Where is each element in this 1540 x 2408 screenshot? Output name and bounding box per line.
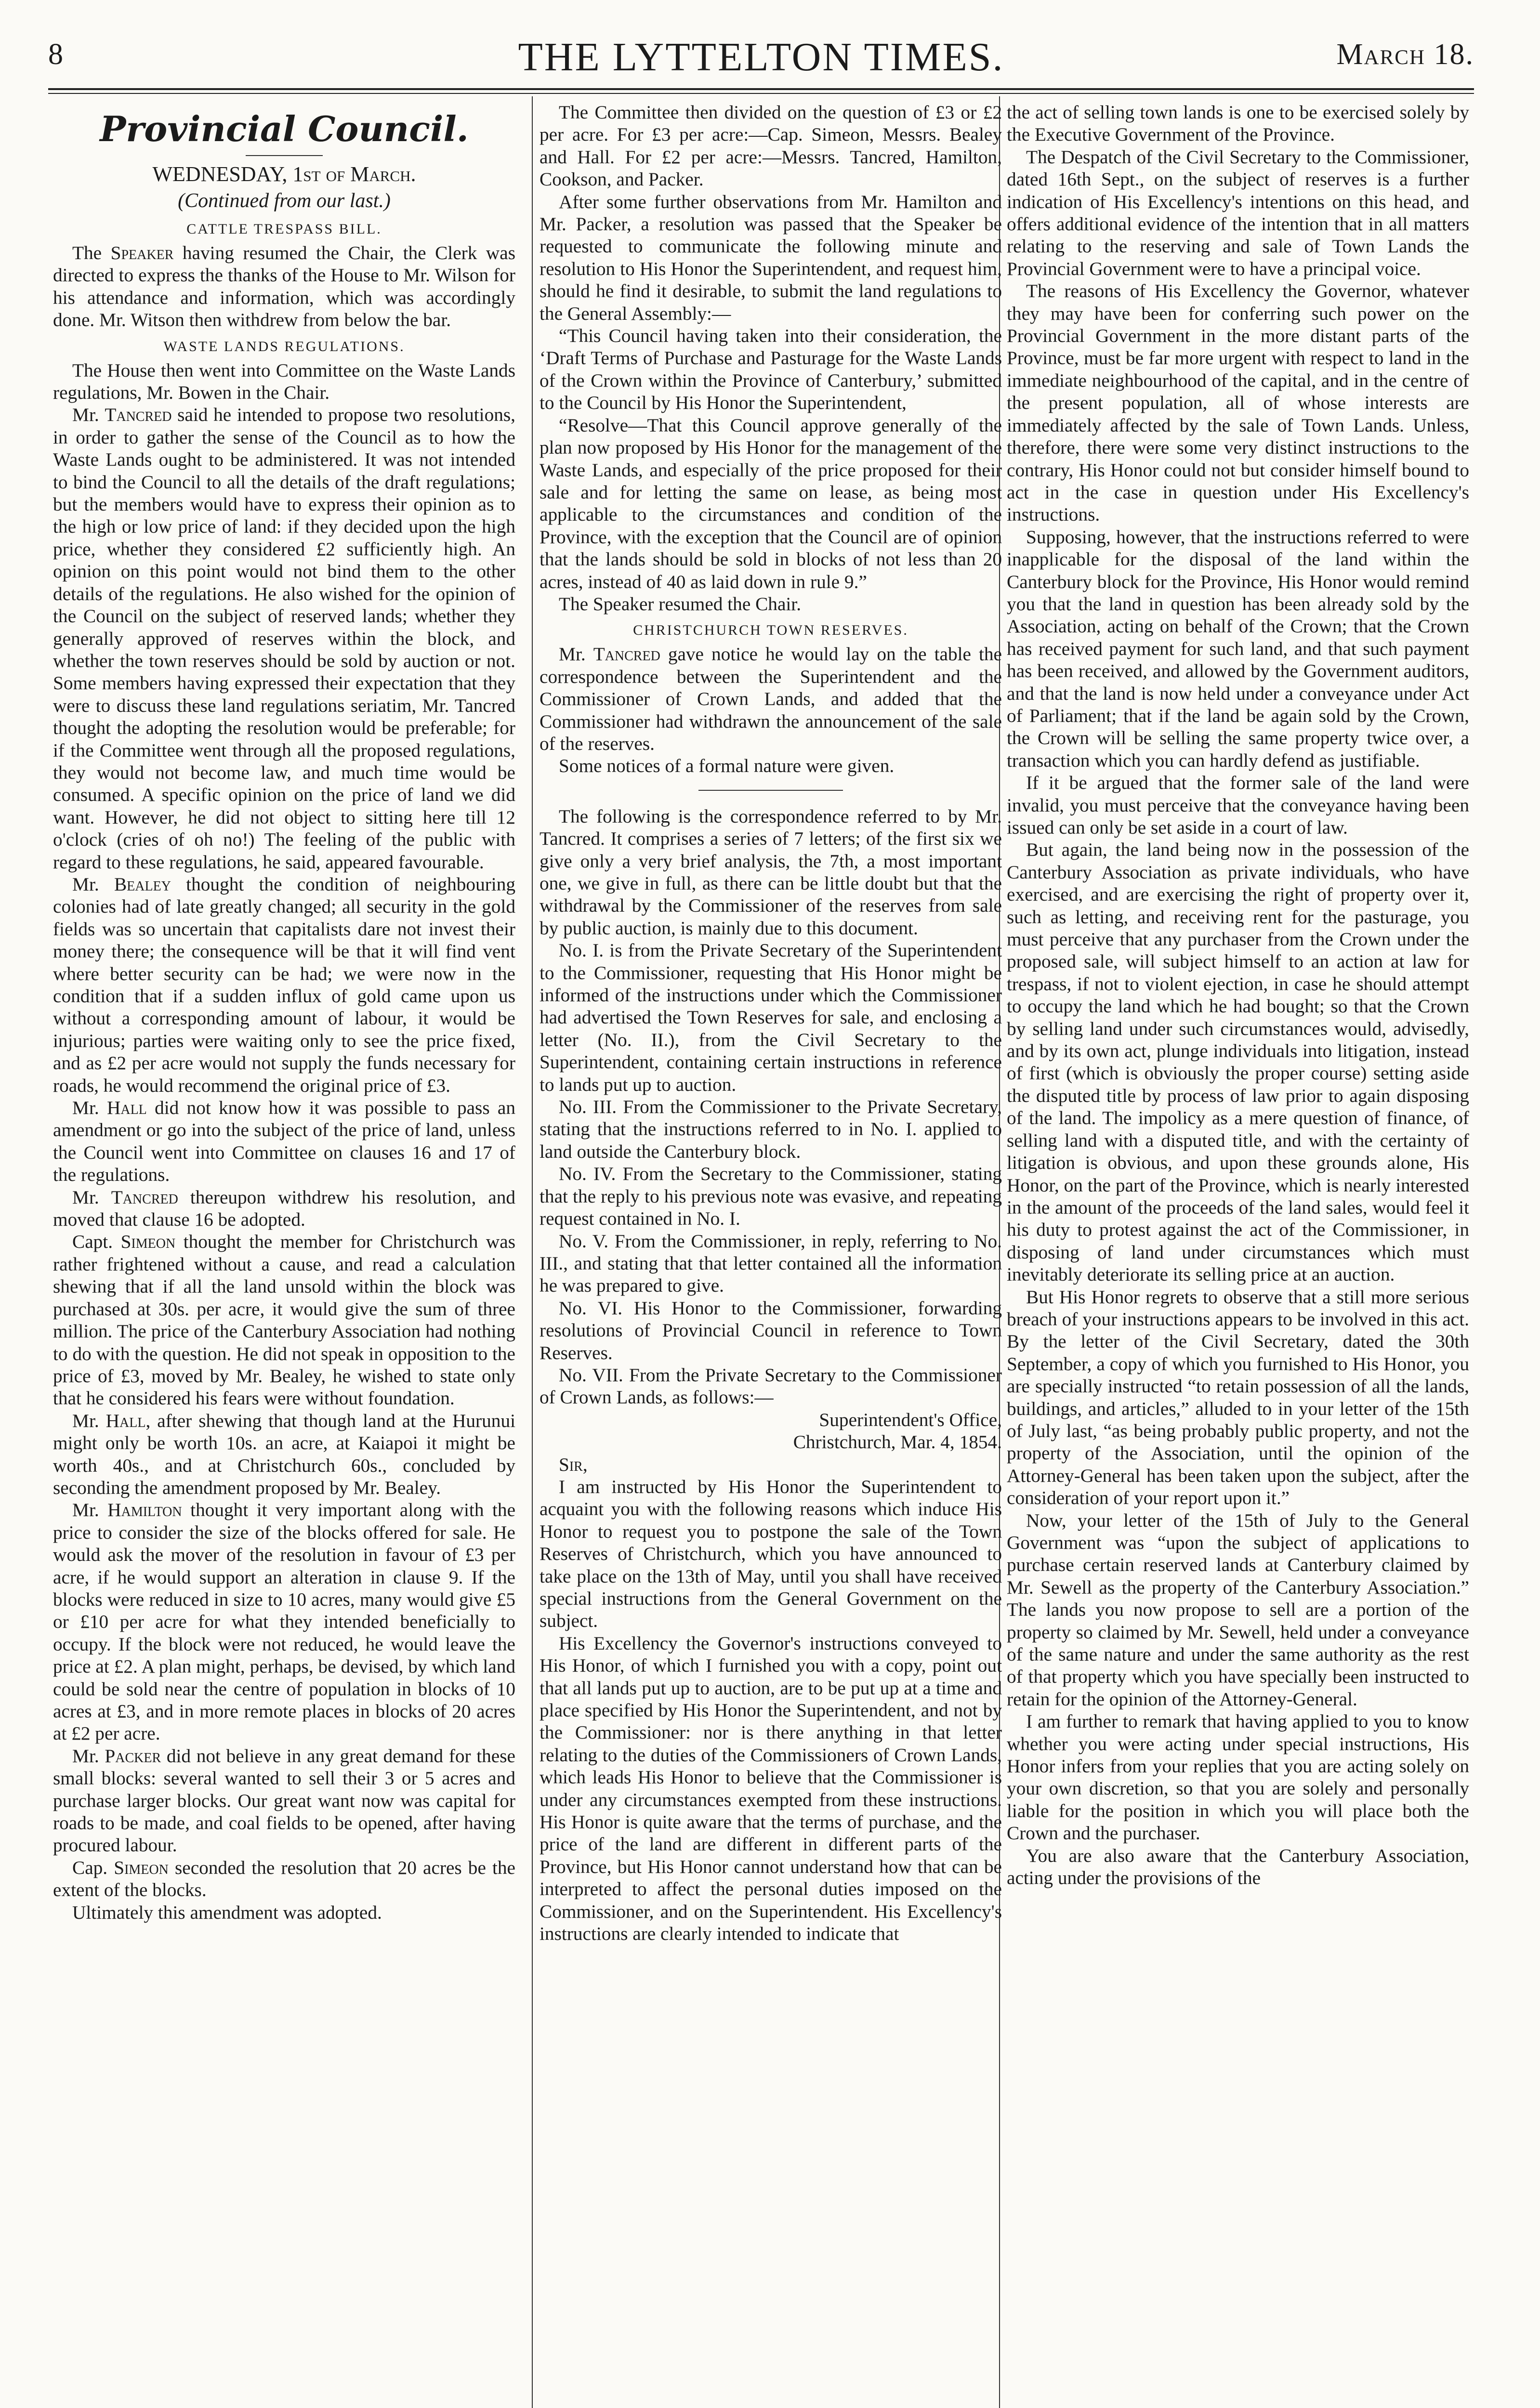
- paragraph: Mr. Bealey thought the condition of neighbouring colonies had of late greatly changed; all security in the gold fields was so uncertain that capitalists dare not invest their money there; the consequence will be that it will find vent where better security can be had; we were now in the condition that if a sudden influx of gold came upon us without a corresponding amount of labour, it would be injurious; parties were waiting only to see the price fixed, and as £2 per acre would not supply the funds necessary for roads, he would recommend the original price of £3.: [53, 873, 515, 1096]
- subhead-waste-lands: WASTE LANDS REGULATIONS.: [163, 338, 405, 354]
- paragraph: But His Honor regrets to observe that a still more serious breach of your instructions appears to be involved in this act. By the letter of the Civil Secretary, dated the 30th September, a copy of which you furnished to His Honor, you are specially instructed “to retain possession of all the lands, buildings, and articles,” alluded to in your letter of the 15th of July last, “as being probably public property, and not the property of the Association, until the opinion of the Attorney-General has been taken upon the subject, after the consideration of your report upon it.”: [1007, 1286, 1469, 1509]
- issue-date: March 18.: [1336, 38, 1474, 71]
- section-title: Provincial Council.: [100, 108, 469, 149]
- paragraph: But again, the land being now in the possession of the Canterbury Association as private individuals, who have exercised, and are exercising the right of property over it, such as letting, and receiving rent for the pasturage, you must perceive that any purchaser from the Crown under the proposed sale, will subject himself to an action at law for trespass, if not to violent ejection, in case he should attempt to occupy the land which he had bought; so that the Crown by selling land under such circumstances would, advisedly, and by its own act, plunge individuals into litigation, instead of first (which is obviously the proper course) setting aside the disputed title by process of law prior to again disposing of the land. The impolicy as a mere question of finance, of selling land with a disputed title, and with the certainty of litigation is obvious, and upon these grounds alone, His Honor, on the part of the Province, which is nearly interested in the amount of the proceeds of the land sales, would feel it his duty to protest against the act of the Commissioner, in disposing of land under circumstances which must inevitably deteriorate its selling price at an auction.: [1007, 839, 1469, 1285]
- header-rule-thick: [48, 88, 1474, 90]
- paragraph: Capt. Simeon thought the member for Christchurch was rather frightened without a cause, and read a calculation shewing that if all the land unsold within the block was purchased at 30s. per acre, it would give the sum of three million. The price of the Canterbury Association had nothing to do with the question. He did not speak in opposition to the price of £3, moved by Mr. Bealey, he wished to state only that he considered his fears were without foundation.: [53, 1231, 515, 1409]
- section-rule: [698, 790, 843, 791]
- paragraph: After some further observations from Mr. Hamilton and Mr. Packer, a resolution was passed that the Speaker be requested to communicate the following minute and resolution to His Honor the Superintendent, and request him, should he find it desirable, to submit the land regulations to the General Assembly:—: [540, 191, 1002, 324]
- paragraph: The Speaker resumed the Chair.: [559, 593, 802, 615]
- meeting-date: WEDNESDAY, 1st of March.: [152, 162, 416, 186]
- subhead-town-reserves: CHRISTCHURCH TOWN RESERVES.: [633, 622, 908, 639]
- column-divider-1: [532, 96, 533, 2408]
- paragraph: Mr. Hall did not know how it was possible to pass an amendment or go into the subject of the price of land, unless the Council went into Committee on clauses 16 and 17 of the regulations.: [53, 1097, 515, 1186]
- paragraph: The Committee then divided on the question of £3 or £2 per acre. For £3 per acre:—Cap. Simeon, Messrs. Bealey and Hall. For £2 per acre:—Messrs. Tancred, Hamilton, Cookson, and Packer.: [540, 102, 1002, 190]
- paragraph: The Speaker having resumed the Chair, the Clerk was directed to express the thanks of the House to Mr. Wilson for his attendance and information, which was accordingly done. Mr. Witson then withdrew from below the bar.: [53, 242, 515, 331]
- paragraph: Mr. Packer did not believe in any great demand for these small blocks: several wanted to sell their 3 or 5 acres and purchase larger blocks. Our great want now was capital for roads to be made, and coal fields to be opened, after having procured labour.: [53, 1745, 515, 1856]
- paragraph: Mr. Hamilton thought it very important along with the price to consider the size of the blocks offered for sale. He would ask the mover of the resolution in favour of £3 per acre, if he would support an alteration in clause 9. If the blocks were reduced in size to 10 acres, many would give £5 or £10 per acre for what they intended beneficially to occupy. If the block were not reduced, he would leave the price at £2. A plan might, perhaps, be devised, by which land could be sold near the centre of population in blocks of 10 acres at £3, and in more remote places in blocks of 20 acres at £2 per acre.: [53, 1499, 515, 1744]
- paragraph: The following is the correspondence referred to by Mr. Tancred. It comprises a series of 7 letters; of the first six we give only a very brief analysis, the 7th, a most important one, we give in full, as there can be little doubt but that the withdrawal by the Commissioner of the reserves from sale by public auction, is mainly due to this document.: [540, 805, 1002, 939]
- paragraph: “Resolve—That this Council approve generally of the plan now proposed by His Honor for the management of the Waste Lands, and especially of the price proposed for their sale and for letting the same on lease, as being most applicable to the circumstances and condition of the Province, with the exception that the Council are of opinion that the lands should be sold in blocks of not less than 20 acres, instead of 40 as laid down in rule 9.”: [540, 414, 1002, 592]
- paragraph: Supposing, however, that the instructions referred to were inapplicable for the disposal of the land within the Canterbury block for the Province, His Honor would remind you that the land in question has been already sold by the Association, acting on behalf of the Crown; that the Crown has received payment for such land, and that such payment has been received, and allowed by the Government auditors, and that the land is now held under a conveyance under Act of Parliament; that if the land be again sold by the Crown, the Crown will be selling the same property twice over, a transaction which you can hardly defend as justifiable.: [1007, 526, 1469, 771]
- paragraph: No. VI. His Honor to the Commissioner, forwarding resolutions of Provincial Council in reference to Town Reserves.: [540, 1297, 1002, 1363]
- paragraph: Cap. Simeon seconded the resolution that 20 acres be the extent of the blocks.: [53, 1857, 515, 1901]
- subhead-cattle-trespass: CATTLE TRESPASS BILL.: [186, 221, 382, 237]
- paragraph: No. IV. From the Secretary to the Commissioner, stating that the reply to his previous note was evasive, and repeating request contained in No. I.: [540, 1163, 1002, 1230]
- paragraph: No. VII. From the Private Secretary to the Commissioner of Crown Lands, as follows:—: [540, 1364, 1002, 1408]
- paragraph: Mr. Hall, after shewing that though land at the Hurunui might only be worth 10s. an acre, at Kaiapoi it might be worth 40s., and at Christchurch 60s., concluded by seconding the amendment proposed by Mr. Bealey.: [53, 1410, 515, 1498]
- continued-note: (Continued from our last.): [178, 190, 391, 212]
- paragraph: the act of selling town lands is one to be exercised solely by the Executive Government of the Province.: [1007, 102, 1469, 145]
- paragraph: Mr. Tancred gave notice he would lay on the table the correspondence between the Superintendent and the Commissioner of Crown Lands, and added that the Commissioner had withdrawn the announcement of the sale of the reserves.: [540, 643, 1002, 754]
- paragraph: No. V. From the Commissioner, in reply, referring to No. III., and stating that that letter contained all the information he was prepared to give.: [540, 1230, 1002, 1296]
- title-rule: [246, 155, 323, 156]
- paragraph: His Excellency the Governor's instructions conveyed to His Honor, of which I furnished you with a copy, point out that all lands put up to auction, are to be put up at a time and place specified by His Honor the Superintendent, and not by the Commissioner: nor is there anything in that letter relating to the duties of the Commissioners of Crown Lands, which leads His Honor to believe that the Commissioner is under any circumstances exempted from these instructions. His Honor is quite aware that the terms of purchase, and the price of the land are different in different parts of the Province, but His Honor cannot understand how that can be interpreted to affect the personal duties imposed on the Commissioner, and on the Superintendent. His Excellency's instructions are clearly intended to indicate that: [540, 1632, 1002, 1945]
- header-rule-thin: [48, 93, 1474, 94]
- paragraph: Some notices of a formal nature were given.: [559, 755, 895, 777]
- page-header: [48, 34, 1474, 87]
- paragraph: The Despatch of the Civil Secretary to the Commissioner, dated 16th Sept., on the subject of reserves is a further indication of His Excellency's intentions on this head, and offers additional evidence of the intention that in all matters relating to the reserving and sale of Town Lands the Provincial Government were to have a principal voice.: [1007, 146, 1469, 279]
- paragraph: No. I. is from the Private Secretary of the Superintendent to the Commissioner, requesting that His Honor might be informed of the instructions under which the Commissioner had advertised the Town Reserves for sale, and enclosing a letter (No. II.), from the Civil Secretary to the Superintendent, containing certain instructions in reference to lands put up to auction.: [540, 940, 1002, 1095]
- paragraph: Mr. Tancred said he intended to propose two resolutions, in order to gather the sense of the Council as to how the Waste Lands ought to be administered. It was not intended to bind the Council to all the details of the draft regulations; but the members would have to express their opinion as to the high or low price of land: if they decided upon the high price, whether they considered £2 sufficiently high. An opinion on this point would not bind them to the other details of the regulations. He also wished for the opinion of the Council on the subject of reserved lands; whether they generally approved of reserves within the block, and whether the town reserves should be sold by auction or not. Some members having expressed their expectation that they were to discuss these land regulations seriatim, Mr. Tancred thought the adopting the resolution would be preferable; for if the Committee went through all the proposed regulations, they would not become law, and much time would be consumed. A specific opinion on the price of land we did want. However, he did not object to sitting here till 12 o'clock (cries of oh no!) The feeling of the public with regard to these regulations, he said, appeared favourable.: [53, 404, 515, 873]
- paragraph: I am instructed by His Honor the Superintendent to acquaint you with the following reasons which induce His Honor to request you to postpone the sale of the Town Reserves of Christchurch, which you have announced to take place on the 13th of May, until you shall have received special instructions from the General Government on the subject.: [540, 1476, 1002, 1632]
- paragraph: If it be argued that the former sale of the land were invalid, you must perceive that the conveyance having been issued can only be set aside in a court of law.: [1007, 772, 1469, 838]
- paragraph: Ultimately this amendment was adopted.: [72, 1901, 382, 1923]
- newspaper-title: THE LYTTELTON TIMES.: [518, 35, 1004, 79]
- letter-salutation: Sir,: [559, 1453, 588, 1475]
- paragraph: Mr. Tancred thereupon withdrew his resolution, and moved that clause 16 be adopted.: [53, 1186, 515, 1230]
- letter-address: Superintendent's Office,: [819, 1409, 1002, 1430]
- column-3: [1007, 101, 1469, 2408]
- paragraph: “This Council having taken into their consideration, the ‘Draft Terms of Purchase and Pasturage for the Waste Lands of the Crown within the Province of Canterbury,’ submitted to the Council by His Honor the Superintendent,: [540, 325, 1002, 414]
- paragraph: I am further to remark that having applied to you to know whether you were acting under special instructions, His Honor infers from your replies that you are acting solely on your own discretion, so that you are solely and personally liable for the position in which you will place both the Crown and the purchaser.: [1007, 1711, 1469, 1844]
- column-1: [53, 101, 515, 2408]
- paragraph: The House then went into Committee on the Waste Lands regulations, Mr. Bowen in the Chair.: [53, 359, 515, 404]
- paragraph: You are also aware that the Canterbury Association, acting under the provisions of the: [1007, 1845, 1469, 1889]
- page-number: 8: [48, 38, 63, 71]
- letter-date: Christchurch, Mar. 4, 1854.: [793, 1431, 1002, 1453]
- column-2: [540, 101, 1002, 2408]
- paragraph: No. III. From the Commissioner to the Private Secretary, stating that the instructions referred to in No. I. applied to land outside the Canterbury block.: [540, 1096, 1002, 1162]
- paragraph: Now, your letter of the 15th of July to the General Government was “upon the subject of applications to purchase certain reserved lands at Canterbury claimed by Mr. Sewell as the property of the Canterbury Association.” The lands you now propose to sell are a portion of the property so claimed by Mr. Sewell, held under a conveyance of the same nature and under the same authority as the rest of that property which you have specially been instructed to retain for the opinion of the Attorney-General.: [1007, 1509, 1469, 1710]
- paragraph: The reasons of His Excellency the Governor, whatever they may have been for conferring such power on the Provincial Government in the more distant parts of the Province, must be far more urgent with respect to land in the immediate neighbourhood of the capital, and in the centre of the present population, all of whose interests are immediately affected by the sale of Town Lands. Unless, therefore, there were some very distinct instructions to the contrary, His Honor could not but consider himself bound to act in the case in question under His Excellency's instructions.: [1007, 280, 1469, 525]
